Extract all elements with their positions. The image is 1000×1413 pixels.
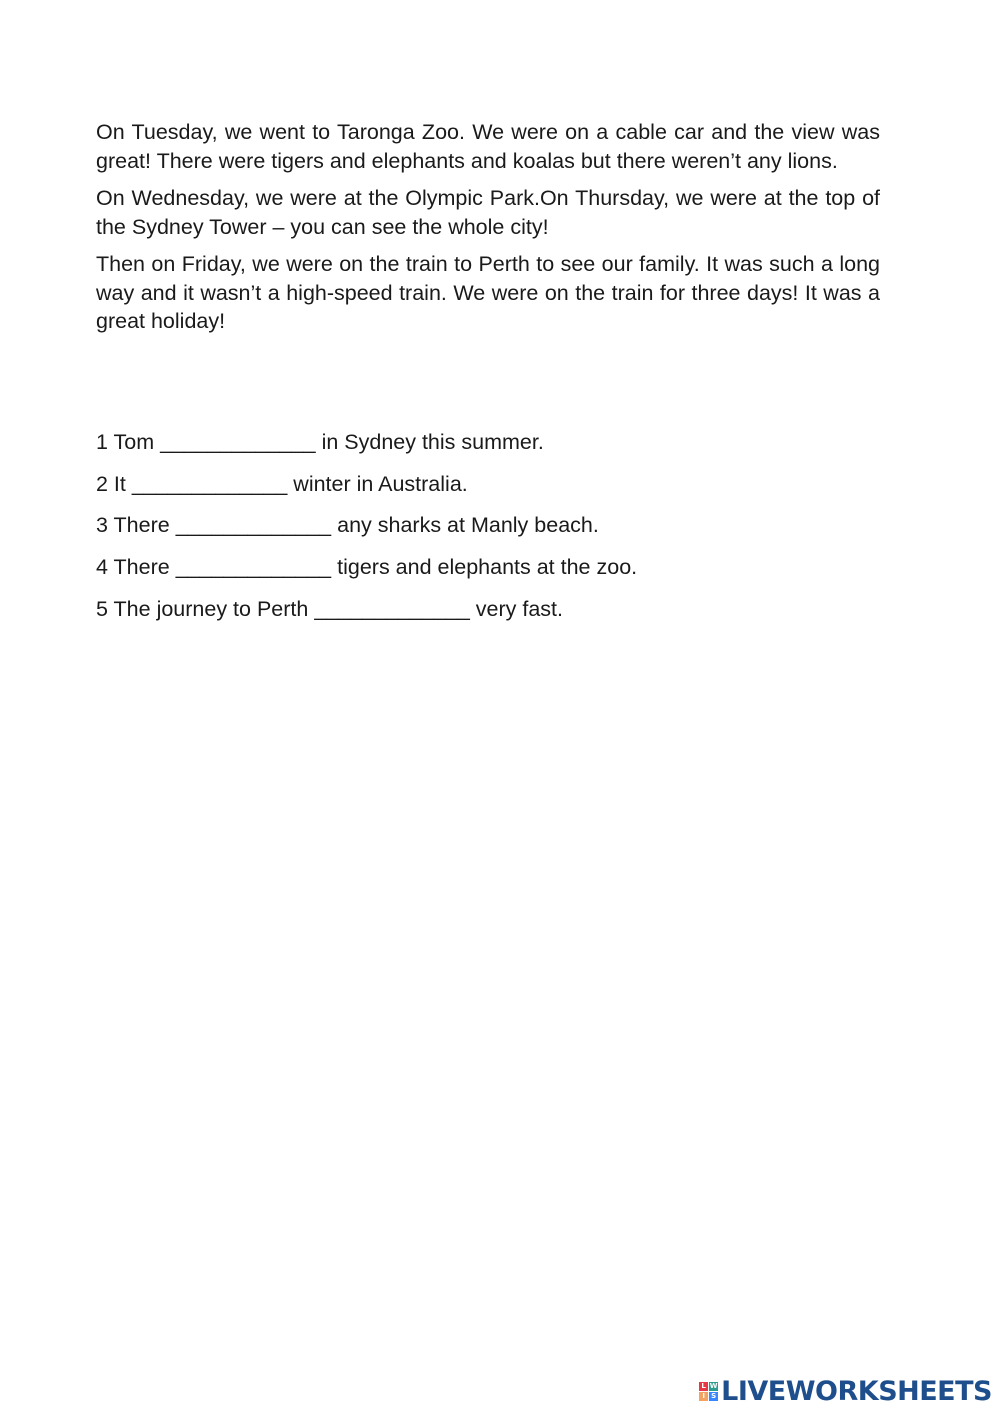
question-item [96,553,896,581]
fill-in-questions [96,428,896,636]
question-suffix: very fast. [469,596,563,621]
reading-passage [96,118,880,345]
passage-paragraph: On Tuesday, we went to Taronga Zoo. We were on a cable car and the view was great! There were tigers and elephants and koalas but there weren’t any lions. [96,120,880,173]
question-suffix: tigers and elephants at the zoo. [331,555,638,580]
logo-badge-cell: S [711,1391,717,1400]
logo-badge-cell: I [699,1392,708,1401]
liveworksheets-logo[interactable] [699,1375,992,1407]
question-item [96,595,896,623]
question-item [96,428,896,456]
question-suffix: in Sydney this summer. [315,430,544,454]
passage-paragraph: On Wednesday, we were at the Olympic Park.On Thursday, we were at the top of the Sydney Tower – you can see the whole city! [96,186,880,239]
logo-text: LIVEWORKSHEETS [721,1375,992,1407]
answer-blank[interactable]: _____________ [175,555,332,580]
question-item [96,470,896,498]
logo-badge-cell: W [709,1381,718,1390]
question-prefix: 3 There [96,513,176,538]
passage-paragraph: Then on Friday, we were on the train to Perth to see our family. It was such a long way and it wasn’t a high-speed train. We were on the train for three days! It was a great holiday! [96,252,880,333]
logo-badge-icon [699,1382,718,1401]
answer-blank[interactable]: _____________ [175,513,332,538]
answer-blank[interactable]: _____________ [131,471,288,496]
question-suffix: winter in Australia. [287,471,468,496]
answer-blank[interactable]: _____________ [160,430,316,454]
answer-blank[interactable]: _____________ [314,596,470,621]
question-prefix: 2 It [96,471,132,496]
question-item [96,511,896,539]
question-suffix: any sharks at Manly beach. [331,513,599,538]
question-prefix: 5 The journey to Perth [96,596,315,621]
question-prefix: 1 Tom [96,430,161,454]
question-prefix: 4 There [96,555,176,580]
logo-badge-cell: L [699,1382,708,1391]
